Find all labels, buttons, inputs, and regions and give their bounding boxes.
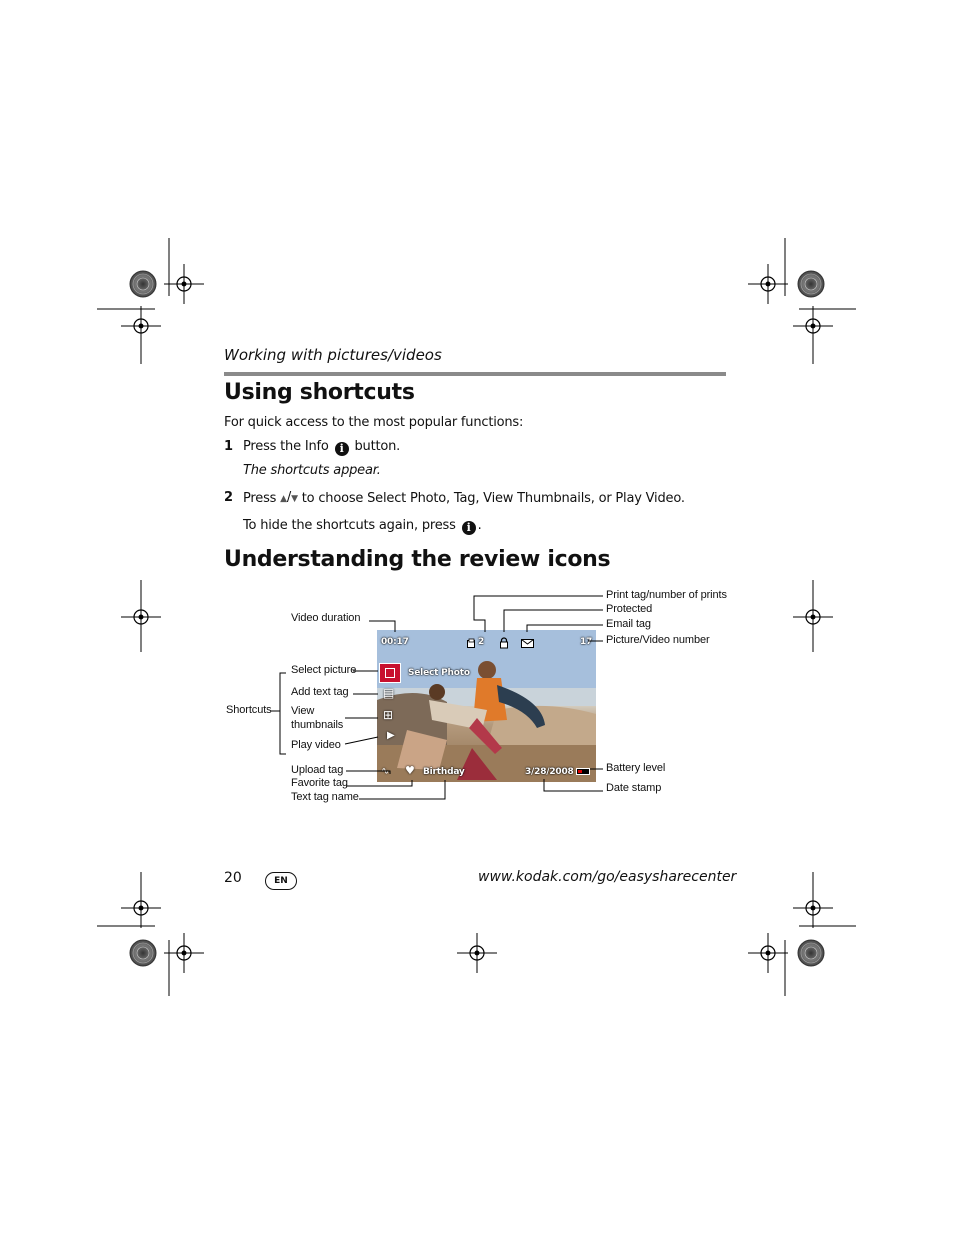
favorite-heart-icon: ♥ (405, 764, 415, 777)
callout-print-tag: Print tag/number of prints (606, 589, 727, 601)
select-picture-icon (379, 663, 401, 683)
text-tag-icon: ▤ (383, 686, 395, 700)
shortcuts-intro: For quick access to the most popular functions: (224, 415, 524, 430)
header-rule (224, 372, 726, 376)
callout-text-tag-name: Text tag name (291, 791, 359, 803)
step-2-post: to choose Select Photo, Tag, View Thumbnails, or Play Video. (301, 491, 685, 506)
callout-upload-tag: Upload tag (291, 764, 344, 776)
up-down-arrows-icon: ▲/▼ (280, 490, 298, 505)
step-number-2: 2 (224, 490, 233, 505)
callout-picture-number: Picture/Video number (606, 634, 710, 646)
thumbnails-icon: ⊞ (383, 708, 394, 722)
text-tag-name: Birthday (423, 767, 465, 777)
step-2-pre: Press (243, 491, 277, 506)
upload-tag-icon: ∿ (381, 766, 390, 777)
hide-pre: To hide the shortcuts again, press (243, 518, 456, 533)
callout-video-duration: Video duration (291, 612, 361, 624)
video-duration-readout: 00:17 (381, 637, 409, 647)
callout-protected: Protected (606, 603, 653, 615)
callout-battery-level: Battery level (606, 762, 666, 774)
callout-email-tag: Email tag (606, 618, 651, 630)
photo-illustration (377, 630, 596, 782)
page-number: 20 (224, 870, 242, 886)
callout-view-thumbnails-line1: View (291, 705, 315, 717)
step-1-post: button. (354, 439, 401, 454)
email-icon (521, 639, 534, 648)
info-button-icon: i (335, 442, 349, 456)
picture-number: 17 (580, 637, 593, 647)
battery-icon (576, 768, 590, 775)
select-photo-label: Select Photo (408, 668, 470, 678)
footer-url: www.kodak.com/go/easysharecenter (478, 869, 737, 885)
print-tag-icon (466, 638, 477, 649)
hide-shortcuts-text (243, 518, 482, 535)
step-1-pre: Press the Info (243, 439, 329, 454)
step-number-1: 1 (224, 439, 233, 454)
callout-select-picture: Select picture (291, 664, 357, 676)
callout-favorite-tag: Favorite tag (291, 777, 348, 789)
language-badge: EN (265, 872, 297, 890)
heading-review-icons: Understanding the review icons (224, 547, 611, 572)
info-button-icon: i (462, 521, 476, 535)
section-label: Working with pictures/videos (224, 346, 442, 364)
print-count: 2 (478, 637, 485, 647)
step-1-result: The shortcuts appear. (243, 463, 381, 478)
lock-icon (499, 637, 509, 649)
step-2-text (243, 490, 685, 506)
callout-date-stamp: Date stamp (606, 782, 662, 794)
callout-play-video: Play video (291, 739, 341, 751)
review-screen-photo (377, 630, 596, 782)
callout-view-thumbnails-line2: thumbnails (291, 719, 344, 731)
callout-add-text-tag: Add text tag (291, 686, 349, 698)
step-1-text (243, 439, 400, 456)
hide-post: . (477, 518, 482, 533)
play-video-icon: ▶ (387, 730, 395, 741)
heading-using-shortcuts: Using shortcuts (224, 380, 415, 405)
callout-shortcuts: Shortcuts (226, 704, 272, 716)
date-stamp: 3/28/2008 (525, 767, 574, 777)
